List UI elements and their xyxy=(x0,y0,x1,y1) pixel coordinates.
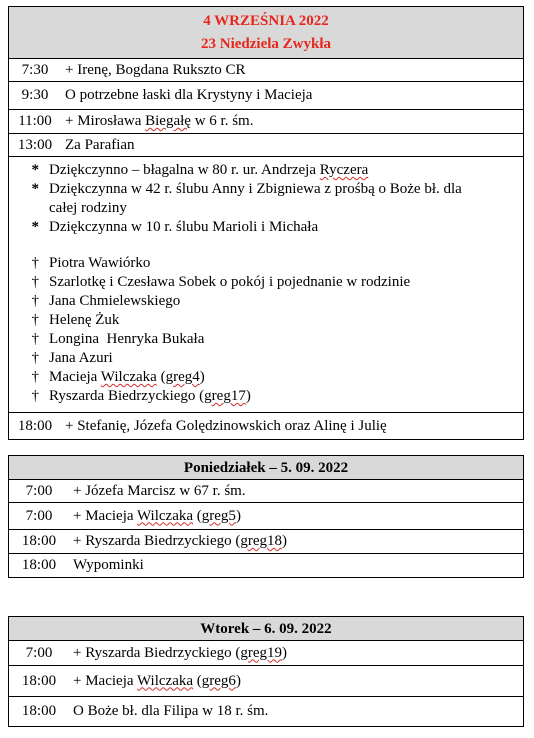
mass-row xyxy=(9,110,523,134)
mass-time: 7:00 xyxy=(25,644,53,661)
deceased-text: Piotra Wawiórko xyxy=(49,255,151,271)
mass-time: 18:00 xyxy=(21,703,57,719)
dagger-icon: † xyxy=(31,293,39,309)
sunday-header xyxy=(9,7,523,59)
deceased-item xyxy=(9,254,523,273)
mass-row xyxy=(9,82,523,110)
mass-intention: + Irenę, Bogdana Rukszto CR xyxy=(65,61,246,78)
mass-intention: + Józefa Marcisz w 67 r. śm. xyxy=(73,482,246,499)
thanksgiving-item xyxy=(9,218,523,237)
mass-row xyxy=(9,503,523,530)
mass-time: 18:00 xyxy=(21,557,57,573)
mass-row xyxy=(9,641,523,666)
mass-row xyxy=(9,530,523,554)
sunday-title: 23 Niedziela Zwykła xyxy=(201,36,331,52)
dagger-icon: † xyxy=(31,369,39,385)
sunday-schedule xyxy=(8,6,524,440)
mass-time: 18:00 xyxy=(17,417,53,434)
mass-time: 13:00 xyxy=(17,136,53,153)
deceased-text: Helenę Żuk xyxy=(49,312,120,328)
deceased-text: Longina Henryka Bukała xyxy=(49,331,205,347)
mass-row xyxy=(9,480,523,503)
deceased-item xyxy=(9,387,523,406)
asterisk-icon: * xyxy=(31,162,39,178)
collective-intentions xyxy=(9,157,523,413)
thanksgiving-item xyxy=(9,161,523,180)
mass-time: 18:00 xyxy=(21,533,57,549)
deceased-item xyxy=(9,330,523,349)
dagger-icon: † xyxy=(31,255,39,271)
tuesday-header: Wtorek – 6. 09. 2022 xyxy=(9,617,523,641)
mass-row xyxy=(9,413,523,439)
mass-time: 9:30 xyxy=(21,87,49,103)
deceased-item xyxy=(9,311,523,330)
tuesday-schedule xyxy=(8,616,524,727)
dagger-icon: † xyxy=(31,331,39,347)
mass-time: 7:30 xyxy=(21,61,49,78)
deceased-text: Jana Azuri xyxy=(49,350,113,366)
deceased-text: Ryszarda Biedrzyckiego (greg17) xyxy=(49,388,251,404)
mass-row xyxy=(9,666,523,697)
mass-time: 18:00 xyxy=(21,672,57,689)
mass-intention: + Macieja Wilczaka (greg6) xyxy=(73,672,241,689)
mass-row xyxy=(9,697,523,726)
dagger-icon: † xyxy=(31,350,39,366)
deceased-text: Szarlotkę i Czesława Sobek o pokój i pojednanie w rodzinie xyxy=(49,274,411,290)
monday-header: Poniedziałek – 5. 09. 2022 xyxy=(9,456,523,480)
monday-schedule xyxy=(8,455,524,578)
mass-intention: Za Parafian xyxy=(65,136,135,153)
mass-row xyxy=(9,554,523,577)
dagger-icon: † xyxy=(31,312,39,328)
deceased-item xyxy=(9,273,523,292)
mass-intention: + Ryszarda Biedrzyckiego (greg19) xyxy=(73,644,288,661)
spellcheck-word: Biegałę xyxy=(145,113,191,129)
dagger-icon: † xyxy=(31,274,39,290)
mass-intention: + Ryszarda Biedrzyckiego (greg18) xyxy=(73,533,288,549)
deceased-item xyxy=(9,368,523,387)
asterisk-icon: * xyxy=(31,219,39,235)
mass-row xyxy=(9,134,523,157)
thanksgiving-text: Dziękczynna w 42 r. ślubu Anny i Zbigniewa z prośbą o Boże bł. dla całej rodziny xyxy=(49,181,462,216)
deceased-text: Jana Chmielewskiego xyxy=(49,293,181,309)
mass-intention: O Boże bł. dla Filipa w 18 r. śm. xyxy=(73,703,269,719)
thanksgiving-item xyxy=(9,180,523,218)
mass-intention: + Macieja Wilczaka (greg5) xyxy=(73,507,241,524)
mass-time: 7:00 xyxy=(25,482,53,499)
mass-intention: + Mirosława Biegałę w 6 r. śm. xyxy=(65,113,254,129)
asterisk-icon: * xyxy=(31,181,39,197)
thanksgiving-text: Dziękczynna w 10 r. ślubu Marioli i Michała xyxy=(49,219,319,235)
deceased-item xyxy=(9,292,523,311)
mass-time: 7:00 xyxy=(25,507,53,524)
mass-time: 11:00 xyxy=(18,113,52,129)
deceased-text: Macieja Wilczaka (greg4) xyxy=(49,369,205,385)
thanksgiving-text: Dziękczynno – błagalna w 80 r. ur. Andrzeja Ryczera xyxy=(49,162,369,178)
mass-intention: + Stefanię, Józefa Golędzinowskich oraz Alinę i Julię xyxy=(65,417,387,434)
mass-intention: O potrzebne łaski dla Krystyny i Macieja xyxy=(65,87,313,103)
dagger-icon: † xyxy=(31,388,39,404)
mass-intention: Wypominki xyxy=(73,557,144,573)
sunday-date: 4 WRZEŚNIA 2022 xyxy=(203,13,329,29)
mass-row xyxy=(9,59,523,82)
deceased-item xyxy=(9,349,523,368)
